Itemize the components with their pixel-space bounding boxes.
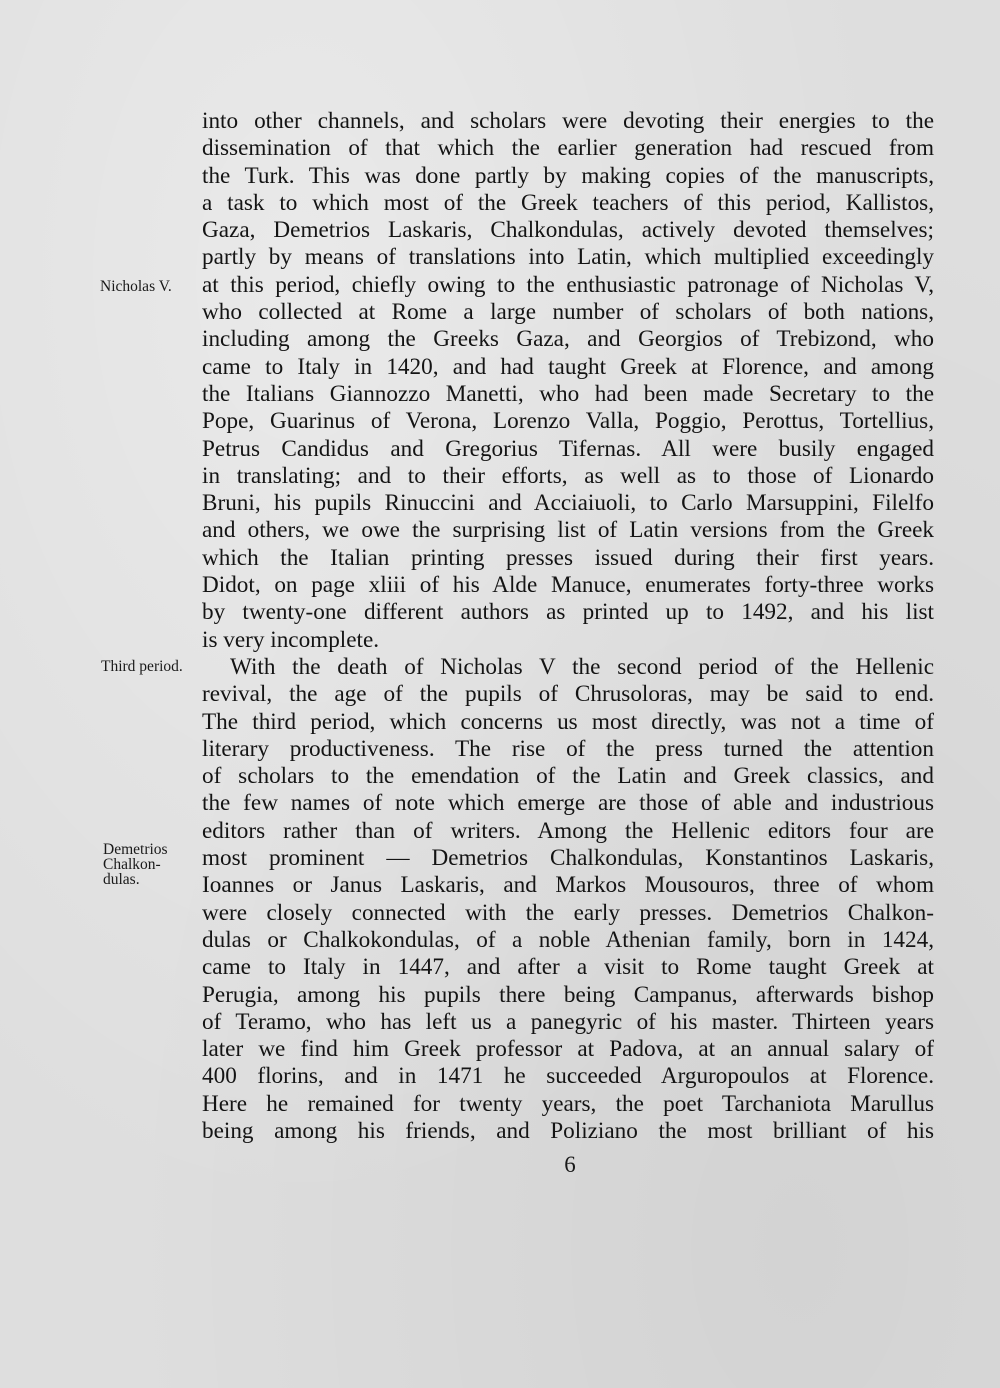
text-line: Didot, on page xliii of his Alde Manuce, enumerates forty-three works bbox=[202, 572, 934, 599]
text-line: including among the Greeks Gaza, and Georgios of Trebizond, who bbox=[202, 326, 934, 353]
text-line: by twenty-one different authors as printed up to 1492, and his list bbox=[202, 599, 934, 626]
text-line: the Turk. This was done partly by making copies of the manuscripts, bbox=[202, 162, 934, 189]
text-line: in translating; and to their efforts, as well as to those of Lionardo bbox=[202, 462, 934, 489]
text-line: Ioannes or Janus Laskaris, and Markos Mousouros, three of whom bbox=[202, 872, 934, 899]
margin-note-nicholas: Nicholas V. bbox=[100, 278, 172, 295]
text-line: is very incomplete. bbox=[202, 626, 380, 653]
text-line: Gaza, Demetrios Laskaris, Chalkondulas, actively devoted themselves; bbox=[202, 217, 934, 244]
text-line: The third period, which concerns us most directly, was not a time of bbox=[202, 708, 934, 735]
text-line: Perugia, among his pupils there being Campanus, afterwards bishop bbox=[202, 981, 934, 1008]
text-line: of scholars to the emendation of the Latin and Greek classics, and bbox=[202, 763, 934, 790]
text-line: literary productiveness. The rise of the press turned the attention bbox=[202, 735, 934, 762]
text-line: Bruni, his pupils Rinuccini and Acciaiuoli, to Carlo Marsuppini, Filelfo bbox=[202, 490, 934, 517]
margin-note-demetrios: Demetrios Chalkon- dulas. bbox=[103, 841, 168, 888]
text-line: dulas or Chalkokondulas, of a noble Athenian family, born in 1424, bbox=[202, 926, 934, 953]
text-line: of Teramo, who has left us a panegyric of his master. Thirteen years bbox=[202, 1008, 934, 1035]
text-line: editors rather than of writers. Among the Hellenic editors four are bbox=[202, 817, 934, 844]
text-line: came to Italy in 1447, and after a visit to Rome taught Greek at bbox=[202, 954, 934, 981]
text-line: 400 florins, and in 1471 he succeeded Arguropoulos at Florence. bbox=[202, 1063, 934, 1090]
text-line: being among his friends, and Poliziano the most brilliant of his bbox=[202, 1117, 934, 1144]
text-line: came to Italy in 1420, and had taught Greek at Florence, and among bbox=[202, 353, 934, 380]
text-line: the few names of note which emerge are those of able and industrious bbox=[202, 790, 934, 817]
text-line: With the death of Nicholas V the second period of the Hellenic bbox=[230, 653, 934, 680]
page-number: 6 bbox=[564, 1152, 576, 1177]
text-line: which the Italian printing presses issued during their first years. bbox=[202, 544, 934, 571]
text-line: at this period, chiefly owing to the enthusiastic patronage of Nicholas V, bbox=[202, 271, 934, 298]
text-line: partly by means of translations into Latin, which multiplied exceedingly bbox=[202, 244, 934, 271]
text-line: the Italians Giannozzo Manetti, who had been made Secretary to the bbox=[202, 380, 934, 407]
text-line: who collected at Rome a large number of scholars of both nations, bbox=[202, 299, 934, 326]
text-line: Petrus Candidus and Gregorius Tifernas. All were busily engaged bbox=[202, 435, 934, 462]
text-line: Pope, Guarinus of Verona, Lorenzo Valla, Poggio, Perottus, Tortellius, bbox=[202, 408, 934, 435]
text-line: Here he remained for twenty years, the poet Tarchaniota Marullus bbox=[202, 1090, 934, 1117]
text-line: dissemination of that which the earlier generation had rescued from bbox=[202, 135, 934, 162]
margin-note-third-period: Third period. bbox=[101, 658, 183, 675]
text-line: revival, the age of the pupils of Chrusoloras, may be said to end. bbox=[202, 681, 934, 708]
body-text bbox=[202, 108, 934, 1145]
text-line: were closely connected with the early presses. Demetrios Chalkon- bbox=[202, 899, 934, 926]
text-line: later we find him Greek professor at Padova, at an annual salary of bbox=[202, 1036, 934, 1063]
text-line: and others, we owe the surprising list of Latin versions from the Greek bbox=[202, 517, 934, 544]
text-line: into other channels, and scholars were devoting their energies to the bbox=[202, 108, 934, 134]
text-line: a task to which most of the Greek teachers of this period, Kallistos, bbox=[202, 189, 934, 216]
text-line: most prominent — Demetrios Chalkondulas, Konstantinos Laskaris, bbox=[202, 845, 934, 872]
